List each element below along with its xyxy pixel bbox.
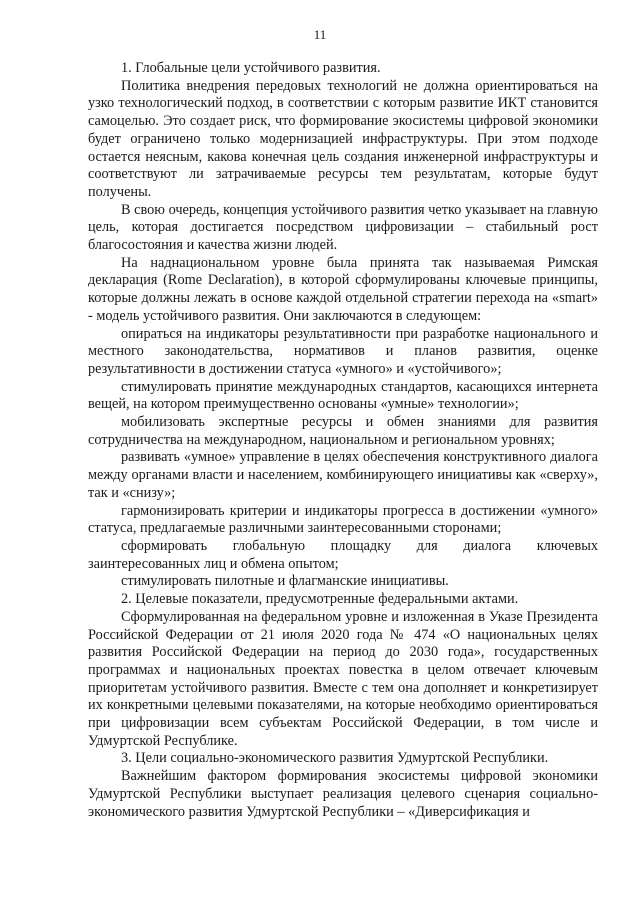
list-item: опираться на индикаторы результативности при разработке национального и местного законодательства, нормативов и планов развития, оценке результативности в достижении статуса «умного» и «устойчивого»; xyxy=(88,325,598,377)
paragraph: Важнейшим фактором формирования экосистемы цифровой экономики Удмуртской Республики выступает реализация целевого сценария социально-экономического развития Удмуртской Республики – «Диверсификация и xyxy=(88,768,598,820)
paragraph: Сформулированная на федеральном уровне и изложенная в Указе Президента Российской Федерации от 21 июля 2020 года № 474 «О национальных целях развития Российской Федерации на период до 2030 года», государственных программах и национальных проектах повестка в целом отвечает ключевым приоритетам устойчивого развития. Вместе с тем она дополняет и конкретизирует их конкретными целевыми показателями, на которые необходимо ориентироваться при цифровизации всем субъектам Российской Федерации, в том числе и Удмуртской Республике. xyxy=(88,608,598,749)
paragraph: В свою очередь, концепция устойчивого развития четко указывает на главную цель, которая достигается посредством цифровизации – стабильный рост благосостояния и качества жизни людей. xyxy=(88,201,598,254)
list-item: мобилизовать экспертные ресурсы и обмен знаниями для развития сотрудничества на международном, национальном и региональном уровнях; xyxy=(88,414,598,448)
section-heading-3: 3. Цели социально-экономического развития Удмуртской Республики. xyxy=(121,750,549,767)
section-heading-2: 2. Целевые показатели, предусмотренные федеральными актами. xyxy=(121,591,519,608)
page-number: 11 xyxy=(313,27,327,42)
list-item: сформировать глобальную площадку для диалога ключевых заинтересованных лиц и обмена опытом; xyxy=(88,537,598,572)
section-heading-1: 1. Глобальные цели устойчивого развития. xyxy=(121,60,381,76)
paragraph: На наднациональном уровне была принята так называемая Римская декларация (Rome Declaration), в которой сформулированы ключевые принципы, которые должны лежать в основе каждой отдельной стратегии перехода на «smart» - модель устойчивого развития. Они заключаются в следующем: xyxy=(88,254,598,324)
paragraph: Политика внедрения передовых технологий не должна ориентироваться на узко технологический подход, в соответствии с которым развитие ИКТ становится самоцелью. Это создает риск, что формирование экосистемы цифровой экономики будет ограничено только модернизацией инфраструктуры. При этом подходе остается неясным, какова конечная цель создания инженерной инфраструктуры и соответствуют ли затрачиваемые ресурсы тем результатам, которые будут получены. xyxy=(88,77,598,200)
list-item: стимулировать принятие международных стандартов, касающихся интернета вещей, на котором преимущественно основаны «умные» технологии»; xyxy=(88,378,598,413)
list-item: стимулировать пилотные и флагманские инициативы. xyxy=(121,573,449,590)
list-item: развивать «умное» управление в целях обеспечения конструктивного диалога между органами власти и населением, комбинирующего инициативы как «сверху», так и «снизу»; xyxy=(88,449,598,501)
list-item: гармонизировать критерии и индикаторы прогресса в достижении «умного» статуса, предлагаемые различными заинтересованными сторонами; xyxy=(88,502,598,537)
document-body xyxy=(88,60,598,821)
